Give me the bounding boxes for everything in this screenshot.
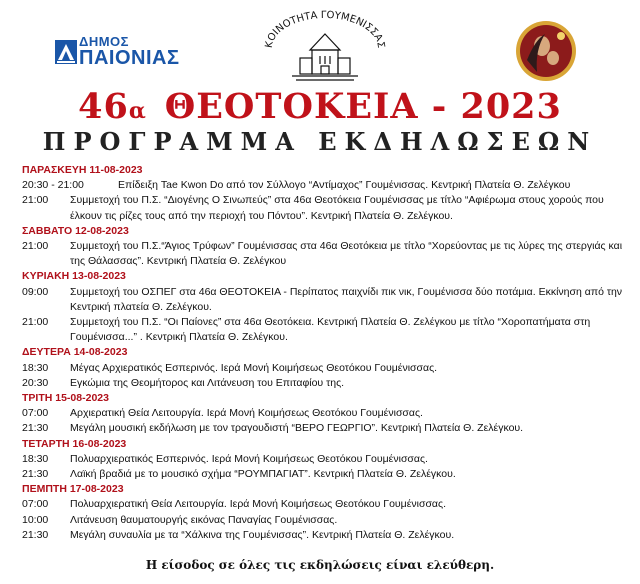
day-heading: ΣΑΒΒΑΤΟ 12-08-2023 <box>22 224 129 237</box>
event-time: 21:30 <box>22 468 49 481</box>
event-time: 07:00 <box>22 407 49 420</box>
event-description: Λιτάνευση θαυματουργής εικόνας Παναγίας Γουμένισσας. <box>70 513 338 526</box>
title-suffix: α <box>128 98 147 124</box>
event-time: 09:00 <box>22 285 49 298</box>
community-emblem <box>262 8 388 88</box>
virgin-mary-icon <box>515 20 577 82</box>
event-row <box>22 513 628 528</box>
event-description: Μεγάλη συναυλία με τα “Χάλκινα της Γουμένισσας”. Κεντρική Πλατεία Θ. Ζελέγκου. <box>70 528 455 541</box>
free-entry-note: Η είσοδος σε όλες τις εκδηλώσεις είναι ελεύθερη. <box>145 558 495 572</box>
day-heading: ΠΑΡΑΣΚΕΥΗ 11-08-2023 <box>22 164 143 176</box>
day-heading: ΤΕΤΑΡΤΗ 16-08-2023 <box>22 437 127 450</box>
page-title <box>0 86 640 127</box>
event-program <box>22 163 628 543</box>
event-time: 10:00 <box>22 513 49 526</box>
event-row <box>22 376 628 391</box>
day-heading: ΤΡΙΤΗ 15-08-2023 <box>22 392 109 405</box>
paionia-logo-icon <box>55 40 77 64</box>
event-time: 21:30 <box>22 422 49 435</box>
event-row <box>22 497 628 512</box>
title-main: ΘΕΟΤΟΚΕΙΑ - 2023 <box>164 86 562 127</box>
event-row <box>22 315 628 345</box>
event-description: Συμμετοχή του Π.Σ.“Άγιος Τρύφων” Γουμένισσας στα 46α Θεοτόκεια με τίτλο “Χορεύοντας με τις λύρες της στεργιάς και της Θάλασσας”. Κεντρική Πλατεία Θ. Ζελέγκου <box>70 240 623 268</box>
community-name: ΚΟΙΝΟΤΗΤΑ ΓΟΥΜΕΝΙΣΣΑΣ <box>263 9 387 49</box>
event-row <box>22 361 628 376</box>
event-description: Επίδειξη Tae Kwon Do από τον Σύλλογο “Αντίμαχος” Γουμένισσας. Κεντρική Πλατεία Θ. Ζελέγκου <box>118 179 571 192</box>
event-time: 21:00 <box>22 194 49 207</box>
event-row <box>22 406 628 421</box>
event-description: Συμμετοχή του Π.Σ. “Διογένης Ο Σινωπεύς” στα 46α Θεοτόκεια Γουμένισσας με τίτλο “Αφιέρωμα στους χορούς που έλκουν τις ρίζες τους από την περιοχή του Πόντου”. Κεντρική Πλατεία Θ. Ζελέγκου. <box>70 194 604 222</box>
event-description: Πολυαρχιερατική Θεία Λειτουργία. Ιερά Μονή Κοιμήσεως Θεοτόκου Γουμένισσας. <box>70 498 446 511</box>
municipality-logo <box>55 35 179 68</box>
church-icon <box>292 34 358 80</box>
event-time: 21:00 <box>22 240 49 253</box>
event-description: Εγκώμια της Θεομήτορος και Λιτάνευση του Επιταφίου της. <box>70 376 345 389</box>
event-description: Μεγάλη μουσική εκδήλωση με τον τραγουδιστή “ΒΕΡΟ ΓΕΩΡΓΙΟ”. Κεντρική Πλατεία Θ. Ζελέγκου. <box>70 422 524 435</box>
event-description: Λαϊκή βραδιά με το μουσικό σχήμα “ΡΟΥΜΠΑΓΙΑΤ”. Κεντρική Πλατεία Θ. Ζελέγκου. <box>70 468 456 481</box>
event-time: 20:30 - 21:00 <box>22 179 84 192</box>
event-description: Αρχιερατική Θεία Λειτουργία. Ιερά Μονή Κοιμήσεως Θεοτόκου Γουμένισσας. <box>70 407 423 420</box>
event-time: 20:30 <box>22 376 49 389</box>
event-row <box>22 421 628 436</box>
event-time: 07:00 <box>22 498 49 511</box>
event-time: 18:30 <box>22 452 49 465</box>
day-heading: ΠΕΜΠΤΗ 17-08-2023 <box>22 483 124 496</box>
municipality-name: ΠΑΙΟΝΙΑΣ <box>79 47 180 69</box>
event-description: Μέγας Αρχιερατικός Εσπερινός. Ιερά Μονή Κοιμήσεως Θεοτόκου Γουμένισσας. <box>70 361 438 374</box>
event-time: 21:30 <box>22 528 49 541</box>
page-subtitle: ΠΡΟΓΡΑΜΜΑ ΕΚΔΗΛΩΣΕΩΝ <box>42 127 598 156</box>
event-row <box>22 239 628 269</box>
day-heading: ΔΕΥΤΕΡΑ 14-08-2023 <box>22 346 128 359</box>
event-row <box>22 452 628 467</box>
event-row <box>22 193 628 223</box>
title-number: 46 <box>78 86 129 127</box>
event-description: Πολυαρχιερατικός Εσπερινός. Ιερά Μονή Κοιμήσεως Θεοτόκου Γουμένισσας. <box>70 452 428 465</box>
day-heading: ΚΥΡΙΑΚΗ 13-08-2023 <box>22 270 126 283</box>
event-description: Συμμετοχή του Π.Σ. “Οι Παίονες” στα 46α Θεοτόκεια. Κεντρική Πλατεία Θ. Ζελέγκου με τίτλο “Χοροπατήματα στη Γουμένισσα...” . Κεντρική Πλατεία Θ. Ζελέγκου. <box>70 316 591 344</box>
event-time: 21:00 <box>22 316 49 329</box>
event-row <box>22 178 628 193</box>
event-time: 18:30 <box>22 361 49 374</box>
municipality-label: ΔΗΜΟΣ <box>79 34 129 49</box>
event-row <box>22 285 628 315</box>
event-row <box>22 467 628 482</box>
event-description: Συμμετοχή του ΟΣΠΕΓ στα 46α ΘΕΟΤΟΚΕΙΑ - Περίπατος παιχνίδι πικ νικ, Γουμένισσα δύο ποτάμια. Εκκίνηση από την Κεντρική πλατεία Θ. Ζελέγκου. <box>70 285 623 313</box>
event-row <box>22 528 628 543</box>
